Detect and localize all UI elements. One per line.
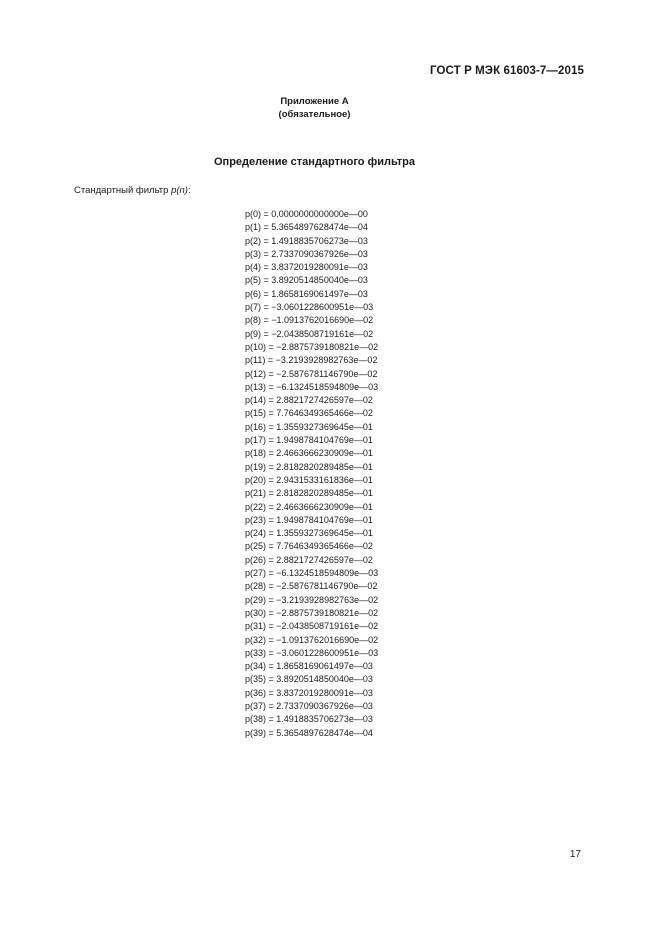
coefficient-row: p(11) = −3.2193928982763e—02 xyxy=(245,355,378,366)
appendix-title: Приложение А xyxy=(280,96,349,107)
coefficient-row: p(19) = 2.8182820289485e—01 xyxy=(245,461,373,472)
coefficient-row: p(21) = 2.8182820289485e—01 xyxy=(245,488,373,499)
section-title: Определение стандартного фильтра xyxy=(214,156,415,168)
coefficient-list xyxy=(245,208,378,740)
appendix-heading xyxy=(0,95,629,121)
coefficient-row: p(32) = −1.0913762016690e—02 xyxy=(245,634,379,645)
coefficient-row: p(35) = 3.8920514850040e—03 xyxy=(245,674,373,685)
coefficient-row: p(33) = −3.0601228600951e—03 xyxy=(245,647,379,658)
coefficient-row: p(18) = 2.4663666230909e—01 xyxy=(245,448,373,459)
coefficient-row: p(16) = 1.3559327369645e—01 xyxy=(245,421,373,432)
coefficient-row: p(22) = 2.4663666230909e—01 xyxy=(245,501,373,512)
intro-paragraph xyxy=(74,185,191,196)
coefficient-row: p(9) = −2.0438508719161e—02 xyxy=(245,328,374,339)
coefficient-row: p(12) = −2.5876781146790e—02 xyxy=(245,368,378,379)
coefficient-row: p(3) = 2.7337090367926e—03 xyxy=(245,248,368,259)
coefficient-row: p(31) = −2.0438508719161e—02 xyxy=(245,621,379,632)
coefficient-row: p(30) = −2.8875739180821e—02 xyxy=(245,607,379,618)
coefficient-row: p(0) = 0.0000000000000e—00 xyxy=(245,209,368,219)
coefficient-row: p(39) = 5.3654897628474e—04 xyxy=(245,727,373,738)
coefficient-row: p(10) = −2.8875739180821e—02 xyxy=(245,341,379,352)
coefficient-row: p(14) = 2.8821727426597e—02 xyxy=(245,395,373,406)
coefficient-row: p(37) = 2.7337090367926e—03 xyxy=(245,700,373,711)
coefficient-row: p(7) = −3.0601228600951e—03 xyxy=(245,302,374,313)
coefficient-row: p(36) = 3.8372019280091e—03 xyxy=(245,687,373,698)
coefficient-row: p(4) = 3.8372019280091e—03 xyxy=(245,262,368,273)
appendix-subtitle: (обязательное) xyxy=(278,109,351,120)
coefficient-row: p(8) = −1.0913762016690e—02 xyxy=(245,315,374,326)
coefficient-row: p(15) = 7.7646349365466e—02 xyxy=(245,408,373,419)
coefficient-row: p(28) = −2.5876781146790e—02 xyxy=(245,581,378,592)
coefficient-row: p(2) = 1.4918835706273e—03 xyxy=(245,235,368,246)
coefficient-row: p(1) = 5.3654897628474e—04 xyxy=(245,222,368,233)
page-number: 17 xyxy=(569,849,581,860)
coefficient-row: p(17) = 1.9498784104769e—01 xyxy=(245,435,373,446)
coefficient-row: p(38) = 1.4918835706273e—03 xyxy=(245,714,373,725)
coefficient-row: p(6) = 1.8658169061497e—03 xyxy=(245,288,368,299)
coefficient-row: p(5) = 3.8920514850040e—03 xyxy=(245,275,368,286)
coefficient-row: p(26) = 2.8821727426597e—02 xyxy=(245,554,373,565)
coefficient-row: p(34) = 1.8658169061497e—03 xyxy=(245,661,373,672)
intro-colon: : xyxy=(187,185,191,196)
coefficient-row: p(23) = 1.9498784104769e—01 xyxy=(245,514,373,525)
coefficient-row: p(13) = −6.1324518594809e—03 xyxy=(245,381,379,392)
coefficient-row: p(27) = −6.1324518594809e—03 xyxy=(245,568,379,579)
coefficient-row: p(29) = −3.2193928982763e—02 xyxy=(245,594,379,605)
coefficient-row: p(25) = 7.7646349365466e—02 xyxy=(245,541,373,552)
coefficient-row: p(20) = 2.9431533161836e—01 xyxy=(245,474,373,485)
coefficient-row: p(24) = 1.3559327369645e—01 xyxy=(245,528,373,539)
document-code: ГОСТ Р МЭК 61603-7—2015 xyxy=(430,65,584,77)
intro-text: Стандартный фильтр xyxy=(74,185,172,196)
filter-symbol: p(n) xyxy=(171,185,188,196)
